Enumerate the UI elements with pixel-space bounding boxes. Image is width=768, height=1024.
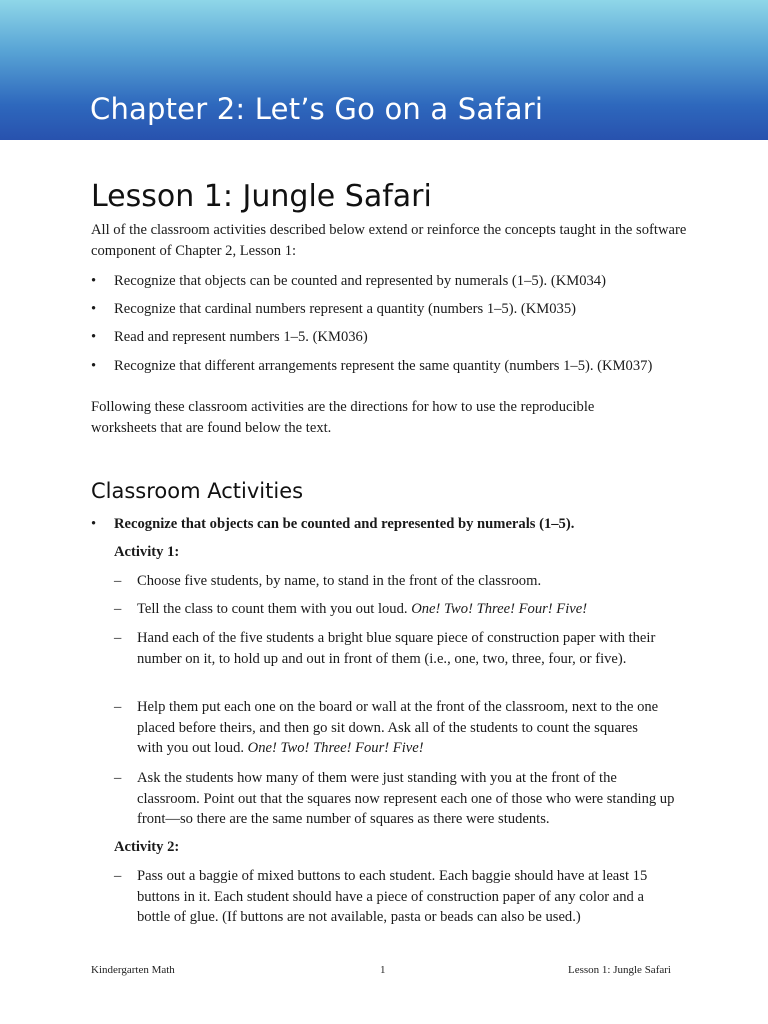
activity-item: Ask the students how many of them were just standing with you at the front of the classroom. Point out that the squares now represent each one of those who were standing up front—so there are the same number of squares as there were students. [137,770,675,827]
lesson-title: Lesson 1: Jungle Safari [91,179,432,214]
chapter-title: Chapter 2: Let’s Go on a Safari [90,92,544,126]
activity-item [137,697,667,759]
activity-label: Activity 1: [114,544,180,560]
following-paragraph: Following these classroom activities are the directions for how to use the reproducible worksheets that are found below the text. [91,399,595,436]
dash-marker: – [114,699,122,715]
bullet-marker: • [91,516,97,532]
intro-paragraph: All of the classroom activities described below extend or reinforce the concepts taught in the software component of Chapter 2, Lesson 1: [91,222,687,259]
activity-item-text: Tell the class to count them with you out loud. [137,601,412,617]
objective-item: Recognize that objects can be counted and represented by numerals (1–5). (KM034) [114,273,606,289]
dash-marker: – [114,630,122,646]
bullet-marker: • [91,358,97,374]
activity-item [137,599,587,620]
activity-item-emphasis: One! Two! Three! Four! Five! [247,740,424,756]
dash-marker: – [114,573,122,589]
activity-label: Activity 2: [114,839,180,855]
bullet-marker: • [91,273,97,289]
footer-left: Kindergarten Math [91,964,175,976]
bullet-marker: • [91,329,97,345]
objective-item: Read and represent numbers 1–5. (KM036) [114,329,368,345]
page-number: 1 [380,964,386,976]
activity-objective: Recognize that objects can be counted and represented by numerals (1–5). [114,516,575,532]
dash-marker: – [114,601,122,617]
footer-right: Lesson 1: Jungle Safari [568,964,671,976]
bullet-marker: • [91,301,97,317]
activity-item: Hand each of the five students a bright blue square piece of construction paper with their number on it, to hold up and out in front of them (i.e., one, two, three, four, or five). [137,630,656,667]
dash-marker: – [114,868,122,884]
section-title: Classroom Activities [91,479,304,503]
objective-item: Recognize that cardinal numbers represent a quantity (numbers 1–5). (KM035) [114,301,576,317]
objective-item: Recognize that different arrangements represent the same quantity (numbers 1–5). (KM037) [114,358,653,374]
activity-item: Pass out a baggie of mixed buttons to each student. Each baggie should have at least 15 buttons in it. Each student should have a piece of construction paper of any color and a bottle of glue. (If buttons are not available, pasta or beads can also be used.) [137,868,648,925]
activity-item-text: Help them put each one on the board or wall at the front of the classroom, next to the one placed before theirs, and then go sit down. Ask all of the students to count the squares with you out loud. [137,699,659,756]
dash-marker: – [114,770,122,786]
activity-item: Choose five students, by name, to stand in the front of the classroom. [137,573,542,589]
activity-item-emphasis: One! Two! Three! Four! Five! [411,601,588,617]
